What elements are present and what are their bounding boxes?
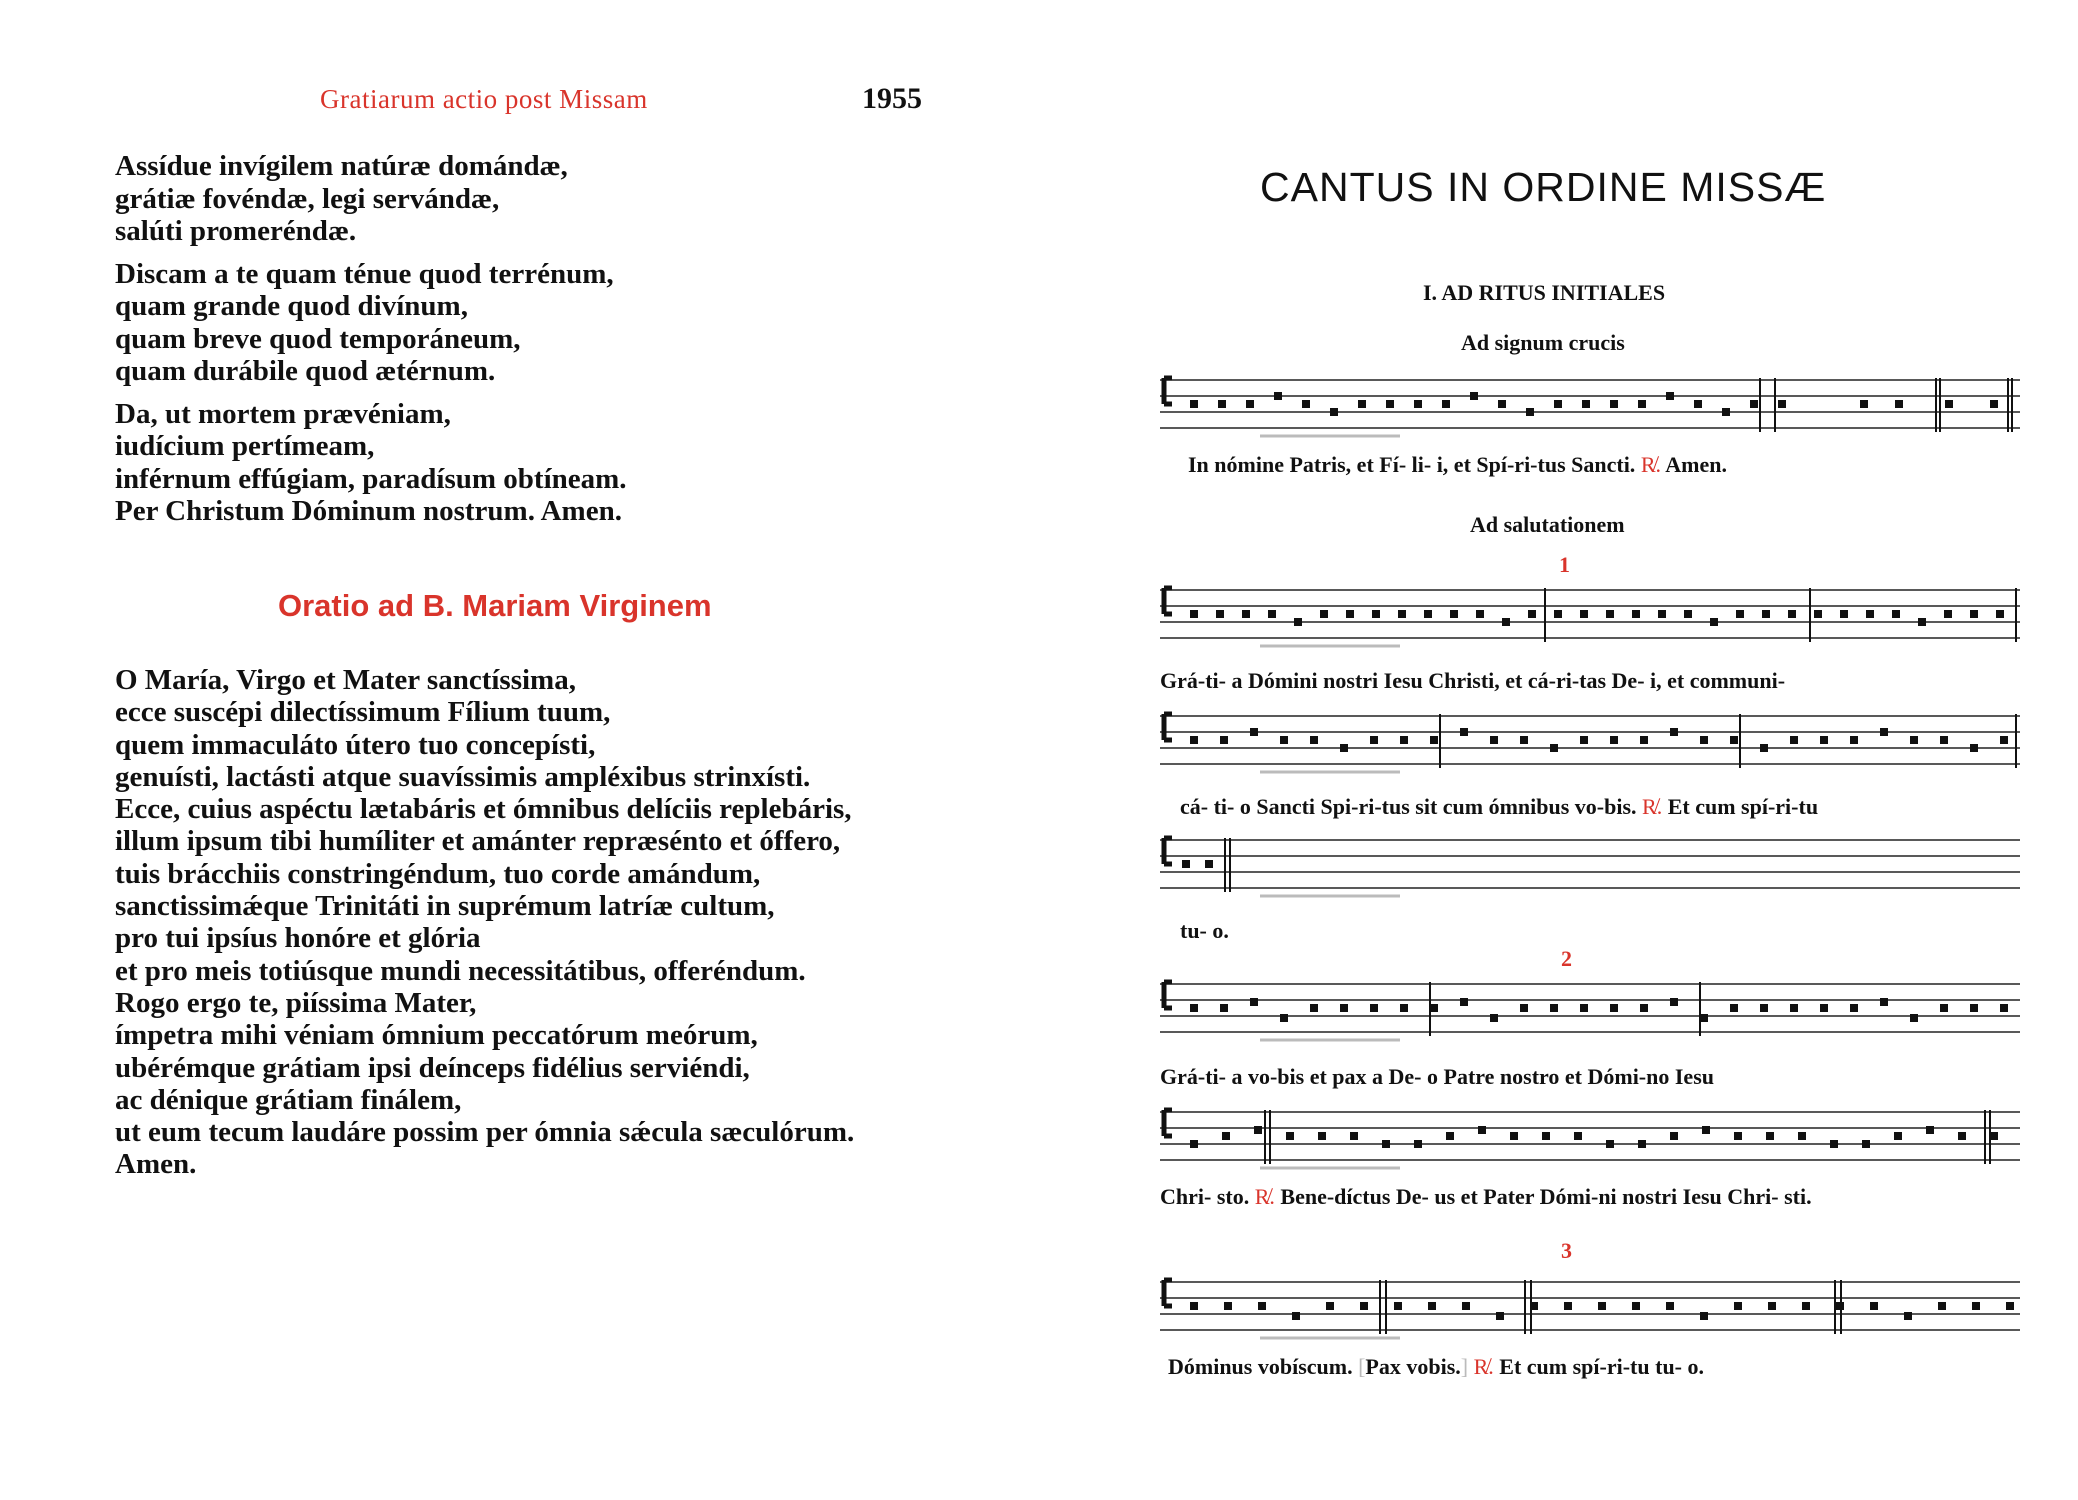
neume-icon xyxy=(1610,736,1618,744)
neume-icon xyxy=(1340,1004,1348,1012)
neume-icon xyxy=(1972,1302,1980,1310)
neume-icon xyxy=(1286,1132,1294,1140)
neume-icon xyxy=(1850,1004,1858,1012)
neume-icon xyxy=(1802,1302,1810,1310)
neume-icon xyxy=(1970,744,1978,752)
option-number-2: 2 xyxy=(1561,946,1572,971)
neume-icon xyxy=(2000,1004,2008,1012)
neume-icon xyxy=(1510,1132,1518,1140)
neume-icon xyxy=(1246,400,1254,408)
neume-icon xyxy=(1790,736,1798,744)
neume-icon xyxy=(1490,736,1498,744)
prayer-line: O María, Virgo et Mater sanctíssima, xyxy=(115,664,576,696)
lyric-greeting1-c: tu- o. xyxy=(1180,918,1229,943)
neume-icon xyxy=(1294,618,1302,626)
prayer-line: iudícium pertímeam, xyxy=(115,430,375,462)
neume-icon xyxy=(1462,1302,1470,1310)
neume-icon xyxy=(1580,1004,1588,1012)
neume-icon xyxy=(1542,1132,1550,1140)
neume-icon xyxy=(1750,400,1758,408)
neume-icon xyxy=(1666,392,1674,400)
response-mark: R̸. xyxy=(1642,794,1663,819)
lyric-greeting1-b: cá- ti- o Sancti Spi-ri-tus sit cum ómnibus vo-bis. R̸. Et cum spí-ri-tu xyxy=(1180,794,1819,819)
thanksgiving-prayer xyxy=(115,150,627,538)
neume-icon xyxy=(1550,1004,1558,1012)
chant-staff-greeting1-b xyxy=(1160,710,2020,782)
neume-icon xyxy=(1730,736,1738,744)
neume-icon xyxy=(1400,736,1408,744)
neume-icon xyxy=(1606,610,1614,618)
neume-icon xyxy=(1880,728,1888,736)
stanza xyxy=(115,398,627,528)
neume-icon xyxy=(1520,1004,1528,1012)
clef-icon xyxy=(1164,588,1172,614)
neume-icon xyxy=(1580,736,1588,744)
neume-icon xyxy=(1460,728,1468,736)
neume-icon xyxy=(1318,1132,1326,1140)
neume-icon xyxy=(1582,400,1590,408)
prayer-line: ecce suscépi dilectíssimum Fílium tuum, xyxy=(115,696,611,729)
sign-of-cross-heading: Ad signum crucis xyxy=(1461,330,1625,355)
neume-icon xyxy=(1990,1132,1998,1140)
neume-icon xyxy=(1938,1302,1946,1310)
neume-icon xyxy=(1996,610,2004,618)
clef-icon xyxy=(1164,1110,1172,1136)
neume-icon xyxy=(1970,610,1978,618)
neume-icon xyxy=(1370,736,1378,744)
neume-icon xyxy=(1788,610,1796,618)
neume-icon xyxy=(1736,610,1744,618)
response-mark: R̸. xyxy=(1254,1184,1275,1209)
neume-icon xyxy=(1722,408,1730,416)
page-number: 1955 xyxy=(862,82,922,115)
neume-icon xyxy=(1700,1014,1708,1022)
stanza xyxy=(115,258,627,388)
prayer-line: salúti promeréndæ. xyxy=(115,215,357,247)
neume-icon xyxy=(1280,1014,1288,1022)
neume-icon xyxy=(1496,1312,1504,1320)
neume-icon xyxy=(1274,392,1282,400)
prayer-line: pro tui ipsíus honóre et glória xyxy=(115,922,481,955)
prayer-line: Assídue invígilem natúræ domándæ, xyxy=(115,150,568,182)
neume-icon xyxy=(1880,998,1888,1006)
neume-icon xyxy=(1400,1004,1408,1012)
prayer-line: quam grande quod divínum, xyxy=(115,290,468,322)
neume-icon xyxy=(1498,400,1506,408)
neume-icon xyxy=(1502,618,1510,626)
neume-icon xyxy=(1760,744,1768,752)
neume-icon xyxy=(1386,400,1394,408)
marian-prayer-title: Oratio ad B. Mariam Virginem xyxy=(278,588,712,623)
neume-icon xyxy=(1350,1132,1358,1140)
neume-icon xyxy=(1820,1004,1828,1012)
neume-icon xyxy=(1574,1132,1582,1140)
neume-icon xyxy=(1550,744,1558,752)
neume-icon xyxy=(1666,1302,1674,1310)
neume-icon xyxy=(1460,998,1468,1006)
neume-icon xyxy=(1450,610,1458,618)
neume-icon xyxy=(1526,408,1534,416)
running-title: Gratiarum actio post Missam xyxy=(320,84,648,114)
neume-icon xyxy=(1606,1140,1614,1148)
neume-icon xyxy=(1424,610,1432,618)
neume-icon xyxy=(1710,618,1718,626)
neume-icon xyxy=(1830,1140,1838,1148)
neume-icon xyxy=(1190,736,1198,744)
neume-icon xyxy=(1398,610,1406,618)
neume-icon xyxy=(1702,1126,1710,1134)
neume-icon xyxy=(1190,1140,1198,1148)
neume-icon xyxy=(1446,1132,1454,1140)
neume-icon xyxy=(1598,1302,1606,1310)
neume-icon xyxy=(1430,736,1438,744)
neume-icon xyxy=(1360,1302,1368,1310)
neume-icon xyxy=(1394,1302,1402,1310)
neume-icon xyxy=(1330,408,1338,416)
greeting-heading: Ad salutationem xyxy=(1470,512,1625,537)
chant-staff-greeting1-c xyxy=(1160,834,2020,906)
chant-title: CANTUS IN ORDINE MISSÆ xyxy=(1260,164,1827,210)
stanza xyxy=(115,150,627,248)
neume-icon xyxy=(1490,1014,1498,1022)
neume-icon xyxy=(1910,736,1918,744)
neume-icon xyxy=(2006,1302,2014,1310)
neume-icon xyxy=(1638,400,1646,408)
prayer-line: et pro meis totiúsque mundi necessitátibus, offeréndum. xyxy=(115,954,806,987)
response-mark: R̸. xyxy=(1640,452,1661,477)
neume-icon xyxy=(1326,1302,1334,1310)
neume-icon xyxy=(1632,1302,1640,1310)
lyric-greeting3: Dóminus vobíscum. [Pax vobis.] R̸. Et cum spí-ri-tu tu- o. xyxy=(1168,1354,1705,1379)
right-page xyxy=(1040,0,2078,1500)
prayer-line: ac dénique grátiam finálem, xyxy=(115,1083,462,1116)
neume-icon xyxy=(1254,1126,1262,1134)
neume-icon xyxy=(1684,610,1692,618)
neume-icon xyxy=(1442,400,1450,408)
option-number-1: 1 xyxy=(1559,552,1570,577)
neume-icon xyxy=(1182,860,1190,868)
neume-icon xyxy=(1814,610,1822,618)
neume-icon xyxy=(1414,400,1422,408)
prayer-line: quem immaculáto útero tuo concepísti, xyxy=(115,728,596,761)
neume-icon xyxy=(1564,1302,1572,1310)
neume-icon xyxy=(1730,1004,1738,1012)
neume-icon xyxy=(1860,400,1868,408)
neume-icon xyxy=(1892,610,1900,618)
clef-icon xyxy=(1164,982,1172,1008)
neume-icon xyxy=(1640,736,1648,744)
neume-icon xyxy=(1766,1132,1774,1140)
neume-icon xyxy=(1970,1004,1978,1012)
neume-icon xyxy=(1632,610,1640,618)
neume-icon xyxy=(1258,1302,1266,1310)
neume-icon xyxy=(1250,728,1258,736)
prayer-line: ut eum tecum laudáre possim per ómnia sǽcula sæculórum. xyxy=(115,1116,855,1149)
marian-prayer xyxy=(115,664,854,1181)
prayer-line: ubérémque grátiam ipsi deínceps fidélius serviéndi, xyxy=(115,1051,750,1084)
neume-icon xyxy=(1310,1004,1318,1012)
prayer-line: quam durábile quod ætérnum. xyxy=(115,355,496,387)
neume-icon xyxy=(1904,1312,1912,1320)
neume-icon xyxy=(1862,1140,1870,1148)
neume-icon xyxy=(1926,1126,1934,1134)
neume-icon xyxy=(1340,744,1348,752)
neume-icon xyxy=(1958,1132,1966,1140)
neume-icon xyxy=(2000,736,2008,744)
neume-icon xyxy=(1940,736,1948,744)
neume-icon xyxy=(1218,400,1226,408)
neume-icon xyxy=(1520,736,1528,744)
neume-icon xyxy=(1250,998,1258,1006)
lyric-greeting2-a: Grá-ti- a vo-bis et pax a De- o Patre nostro et Dómi-no Iesu xyxy=(1160,1064,1714,1089)
prayer-line: genuísti, lactásti atque suavíssimis ampléxibus strinxísti. xyxy=(115,760,811,793)
neume-icon xyxy=(1670,998,1678,1006)
clef-icon xyxy=(1164,1280,1172,1306)
neume-icon xyxy=(1670,1132,1678,1140)
neume-icon xyxy=(1370,1004,1378,1012)
neume-icon xyxy=(1658,610,1666,618)
option-number-3: 3 xyxy=(1561,1238,1572,1263)
neume-icon xyxy=(1940,1004,1948,1012)
neume-icon xyxy=(1205,860,1213,868)
neume-icon xyxy=(1762,610,1770,618)
neume-icon xyxy=(1638,1140,1646,1148)
neume-icon xyxy=(1302,400,1310,408)
neume-icon xyxy=(1430,1004,1438,1012)
neume-icon xyxy=(1428,1302,1436,1310)
neume-icon xyxy=(1918,618,1926,626)
neume-icon xyxy=(1268,610,1276,618)
neume-icon xyxy=(1222,1132,1230,1140)
neume-icon xyxy=(1768,1302,1776,1310)
prayer-line: tuis brácchiis constringéndum, tuo corde amándum, xyxy=(115,857,761,890)
neume-icon xyxy=(1358,400,1366,408)
prayer-line: Per Christum Dóminum nostrum. Amen. xyxy=(115,495,622,527)
prayer-line: Da, ut mortem prævéniam, xyxy=(115,397,451,430)
neume-icon xyxy=(1820,736,1828,744)
neume-icon xyxy=(1372,610,1380,618)
neume-icon xyxy=(1224,1302,1232,1310)
neume-icon xyxy=(1478,1126,1486,1134)
neume-icon xyxy=(1840,610,1848,618)
lyric-greeting2-b: Chri- sto. R̸. Bene-díctus De- us et Pater Dómi-ni nostri Iesu Chri- sti. xyxy=(1160,1184,1812,1209)
neume-icon xyxy=(1670,728,1678,736)
neume-icon xyxy=(1190,400,1198,408)
prayer-line: Ecce, cuius aspéctu lætabáris et ómnibus delíciis replebáris, xyxy=(115,793,852,826)
chant-staff-greeting2-b xyxy=(1160,1106,2020,1178)
neume-icon xyxy=(1640,1004,1648,1012)
neume-icon xyxy=(1242,610,1250,618)
neume-icon xyxy=(1850,736,1858,744)
neume-icon xyxy=(1778,400,1786,408)
lyric-greeting1-a: Grá-ti- a Dómini nostri Iesu Christi, et cá-ri-tas De- i, et communi- xyxy=(1160,668,1786,693)
prayer-line: grátiæ fovéndæ, legi servándæ, xyxy=(115,182,500,215)
clef-icon xyxy=(1164,714,1172,740)
prayer-line: Discam a te quam ténue quod terrénum, xyxy=(115,257,614,290)
chant-staff-greeting3 xyxy=(1160,1276,2020,1348)
neume-icon xyxy=(1310,736,1318,744)
neume-icon xyxy=(1760,1004,1768,1012)
neume-icon xyxy=(1610,400,1618,408)
prayer-line: illum ipsum tibi humíliter et amánter repræsénto et óffero, xyxy=(115,825,841,858)
neume-icon xyxy=(1280,736,1288,744)
neume-icon xyxy=(1894,1132,1902,1140)
neume-icon xyxy=(1346,610,1354,618)
neume-icon xyxy=(1292,1312,1300,1320)
neume-icon xyxy=(1944,610,1952,618)
prayer-line: quam breve quod temporáneum, xyxy=(115,322,521,355)
neume-icon xyxy=(1910,1014,1918,1022)
neume-icon xyxy=(1694,400,1702,408)
neume-icon xyxy=(1320,610,1328,618)
clef-icon xyxy=(1164,378,1172,404)
neume-icon xyxy=(1528,610,1536,618)
neume-icon xyxy=(1734,1132,1742,1140)
neume-icon xyxy=(1895,400,1903,408)
response-mark: R̸. xyxy=(1473,1354,1494,1379)
prayer-line: sanctissimǽque Trinitáti in suprémum latríæ cultum, xyxy=(115,890,775,923)
neume-icon xyxy=(1554,400,1562,408)
neume-icon xyxy=(1870,1302,1878,1310)
neume-icon xyxy=(1734,1302,1742,1310)
neume-icon xyxy=(1382,1140,1390,1148)
neume-icon xyxy=(1580,610,1588,618)
neume-icon xyxy=(1990,400,1998,408)
neume-icon xyxy=(1700,736,1708,744)
neume-icon xyxy=(1190,1004,1198,1012)
section-heading: I. AD RITUS INITIALES xyxy=(1423,280,1666,305)
chant-staff-greeting1-a xyxy=(1160,584,2020,656)
neume-icon xyxy=(1790,1004,1798,1012)
neume-icon xyxy=(1190,1302,1198,1310)
prayer-line: inférnum effúgiam, paradísum obtíneam. xyxy=(115,462,627,495)
neume-icon xyxy=(1554,610,1562,618)
neume-icon xyxy=(1866,610,1874,618)
prayer-line: Amen. xyxy=(115,1148,197,1181)
chant-staff-greeting2-a xyxy=(1160,978,2020,1050)
clef-icon xyxy=(1164,838,1172,864)
neume-icon xyxy=(1476,610,1484,618)
neume-icon xyxy=(1216,610,1224,618)
neume-icon xyxy=(1798,1132,1806,1140)
neume-icon xyxy=(1945,400,1953,408)
prayer-line: ímpetra mihi véniam ómnium peccatórum meórum, xyxy=(115,1019,758,1052)
neume-icon xyxy=(1220,1004,1228,1012)
neume-icon xyxy=(1700,1312,1708,1320)
neume-icon xyxy=(1610,1004,1618,1012)
neume-icon xyxy=(1220,736,1228,744)
neume-icon xyxy=(1414,1140,1422,1148)
lyric-sign: In nómine Patris, et Fí- li- i, et Spí-ri-tus Sancti. R̸. Amen. xyxy=(1188,452,1728,477)
neume-icon xyxy=(1470,392,1478,400)
prayer-line: Rogo ergo te, piíssima Mater, xyxy=(115,986,477,1019)
chant-staff-sign xyxy=(1160,374,2020,446)
neume-icon xyxy=(1190,610,1198,618)
